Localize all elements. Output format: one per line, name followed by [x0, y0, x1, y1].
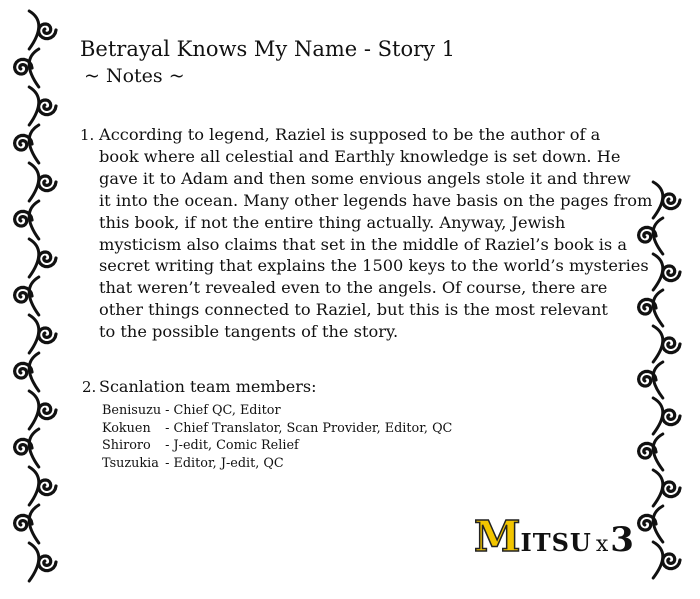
swirl-curl-icon: [39, 176, 56, 191]
note-1-line: other things connected to Raziel, but this is the most relevant: [99, 300, 608, 320]
logo-rest: ITSU: [520, 528, 592, 557]
swirl-curl-icon: [39, 24, 56, 39]
swirl-curl-icon: [663, 554, 680, 569]
team-member-row: [102, 402, 452, 420]
team-member-row: [102, 420, 452, 438]
note-1-body: [99, 124, 653, 343]
note-1-line: secret writing that explains the 1500 keys to the world’s mysteries: [99, 256, 649, 276]
swirl-curl-icon: [663, 482, 680, 497]
team-heading: Scanlation team members:: [99, 377, 317, 396]
note-1-line: that weren’t revealed even to the angels. Of course, there are: [99, 278, 608, 298]
swirl-curl-icon: [39, 404, 56, 419]
note-1-line: it into the ocean. Many other legends have basis on the pages from: [99, 190, 653, 210]
left-swirl-vine-ornament: [0, 0, 70, 599]
team-member-list: [102, 402, 452, 472]
swirl-curl-icon: [663, 338, 680, 353]
member-roles: - J-edit, Comic Relief: [165, 438, 299, 453]
mitsu-x3-logo: [474, 512, 634, 561]
member-name: Benisuzu: [102, 403, 162, 418]
swirl-curl-icon: [663, 194, 680, 209]
team-member-row: [102, 437, 452, 455]
member-roles: - Chief Translator, Scan Provider, Editor, QC: [165, 420, 453, 436]
note-1-line: gave it to Adam and then some envious angels stole it and threw: [99, 168, 631, 188]
swirl-curl-icon: [39, 556, 56, 571]
member-name: Shiroro: [102, 438, 151, 453]
page-title: Betrayal Knows My Name - Story 1: [80, 37, 456, 61]
swirl-curl-icon: [39, 252, 56, 267]
team-member-row: [102, 455, 452, 473]
note-1-line: book where all celestial and Earthly knowledge is set down. He: [99, 146, 621, 166]
note-1-line: According to legend, Raziel is supposed to be the author of a: [99, 125, 601, 144]
swirl-curl-icon: [39, 480, 56, 495]
note-1-line: to the possible tangents of the story.: [99, 322, 399, 342]
note-1-number: 1.: [80, 126, 95, 144]
note-2: [82, 376, 502, 398]
swirl-curl-icon: [663, 266, 680, 281]
swirl-curl-icon: [39, 328, 56, 343]
member-roles: - Editor, J-edit, QC: [165, 455, 284, 471]
member-name: Kokuen: [102, 420, 151, 436]
note-2-number: 2.: [82, 378, 97, 396]
note-1: [80, 124, 653, 343]
swirl-curl-icon: [663, 410, 680, 425]
logo-count: 3: [610, 520, 634, 560]
logo-times: x: [595, 532, 609, 557]
swirl-curl-icon: [39, 100, 56, 115]
note-1-line: this book, if not the entire thing actually. Anyway, Jewish: [99, 212, 566, 232]
member-name: Tsuzukia: [102, 455, 159, 471]
logo-initial: M: [474, 512, 521, 561]
member-roles: - Chief QC, Editor: [165, 403, 281, 418]
note-1-line: mysticism also claims that set in the middle of Raziel’s book is a: [99, 234, 627, 254]
page-subtitle: ~ Notes ~: [84, 65, 185, 87]
